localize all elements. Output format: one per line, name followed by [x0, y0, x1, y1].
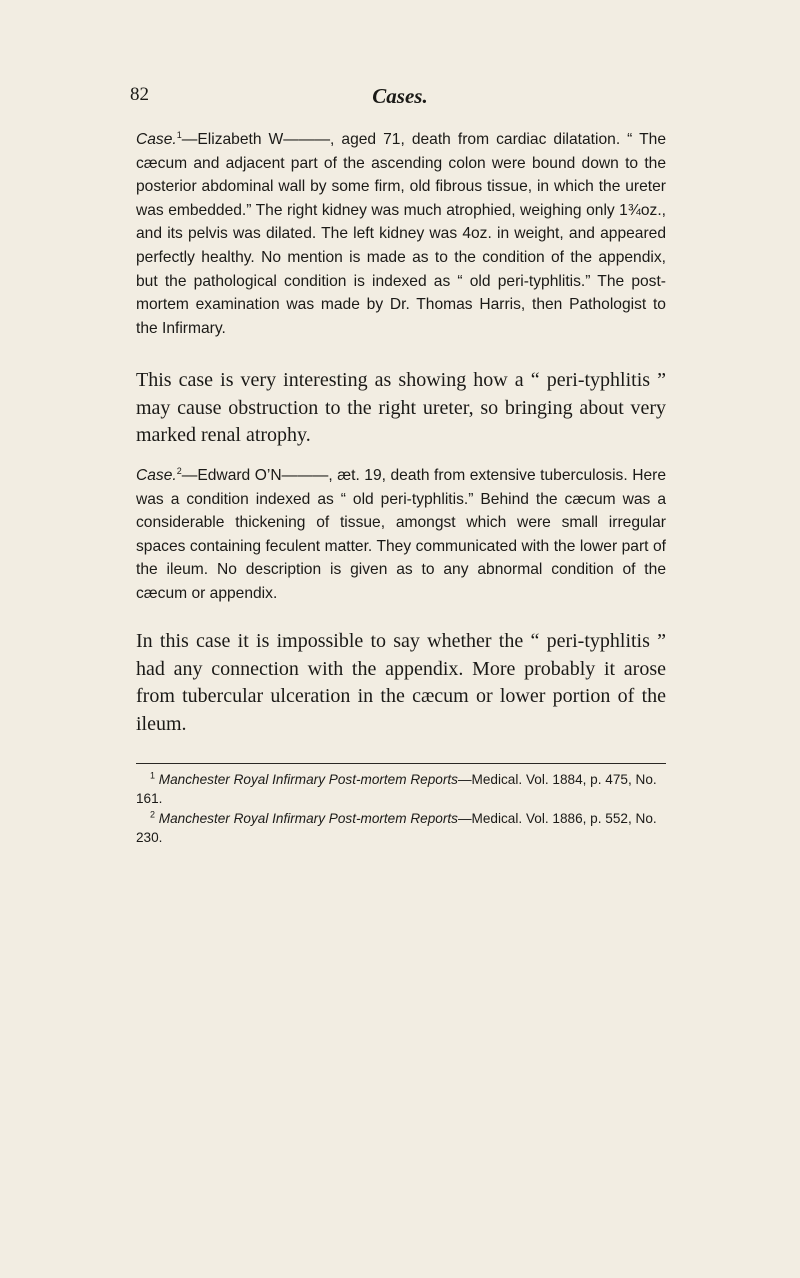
footnotes — [136, 770, 666, 848]
running-title: Cases. — [372, 84, 428, 108]
footnote-1-marker: 1 — [150, 770, 156, 781]
footnote-2 — [136, 809, 666, 847]
commentary-2-text: In this case it is impossible to say whether the “ peri-typhlitis ” had any connection with the appendix. More probably it arose from tubercular ulceration in the cæcum or lower portion of the ileum. — [136, 630, 666, 735]
case-1-lead: Case. — [136, 131, 177, 148]
footnote-ref-1: 1 — [176, 129, 182, 140]
commentary-1 — [136, 367, 666, 450]
footnote-ref-2: 2 — [176, 465, 182, 476]
footnote-1 — [136, 770, 666, 808]
footnote-2-detail: —Medical. Vol. 1886, p. 552, No. 230. — [136, 811, 657, 845]
footnote-divider — [136, 763, 666, 764]
commentary-1-text: This case is very interesting as showing how a “ peri-typhlitis ” may cause obstruction to the right ureter, so bringing about very marked renal atrophy. — [136, 369, 666, 446]
footnote-1-detail: —Medical. Vol. 1884, p. 475, No. 161. — [136, 772, 657, 806]
case-2-paragraph — [136, 464, 666, 606]
page-number: 82 — [130, 84, 149, 105]
case-1-text — [136, 128, 666, 340]
case-2-lead: Case. — [136, 467, 177, 484]
page-header — [130, 84, 670, 114]
footnote-1-source: Manchester Royal Infirmary Post-mortem Reports — [158, 772, 458, 787]
case-1-body: —Elizabeth W———, aged 71, death from cardiac dilatation. “ The cæcum and adjacent part of the ascending colon were bound down to the posterior abdominal wall by some firm, old fibrous tissue, in which the ureter was embedded.” The right kidney was much atrophied, weighing only 1¾oz., and its pelvis was dilated. The left kidney was 4oz. in weight, and appeared perfectly healthy. No mention is made as to the condition of the appendix, but the pathological condition is indexed as “ old peri-typhlitis.” The post-mortem examination was made by Dr. Thomas Harris, then Pathologist to the Infirmary. — [136, 131, 666, 337]
commentary-2 — [136, 628, 666, 738]
case-2-body: —Edward O’N———, æt. 19, death from extensive tuberculosis. Here was a condition indexed as “ old peri-typhlitis.” Behind the cæcum was a considerable thickening of tissue, amongst which were small irregular spaces containing feculent matter. They communicated with the lower part of the ileum. No description is given as to any abnormal condition of the cæcum or appendix. — [136, 467, 666, 602]
case-1-paragraph — [136, 128, 666, 340]
case-2-text — [136, 464, 666, 606]
footnote-2-source: Manchester Royal Infirmary Post-mortem Reports — [158, 811, 458, 826]
footnote-2-marker: 2 — [150, 809, 156, 820]
